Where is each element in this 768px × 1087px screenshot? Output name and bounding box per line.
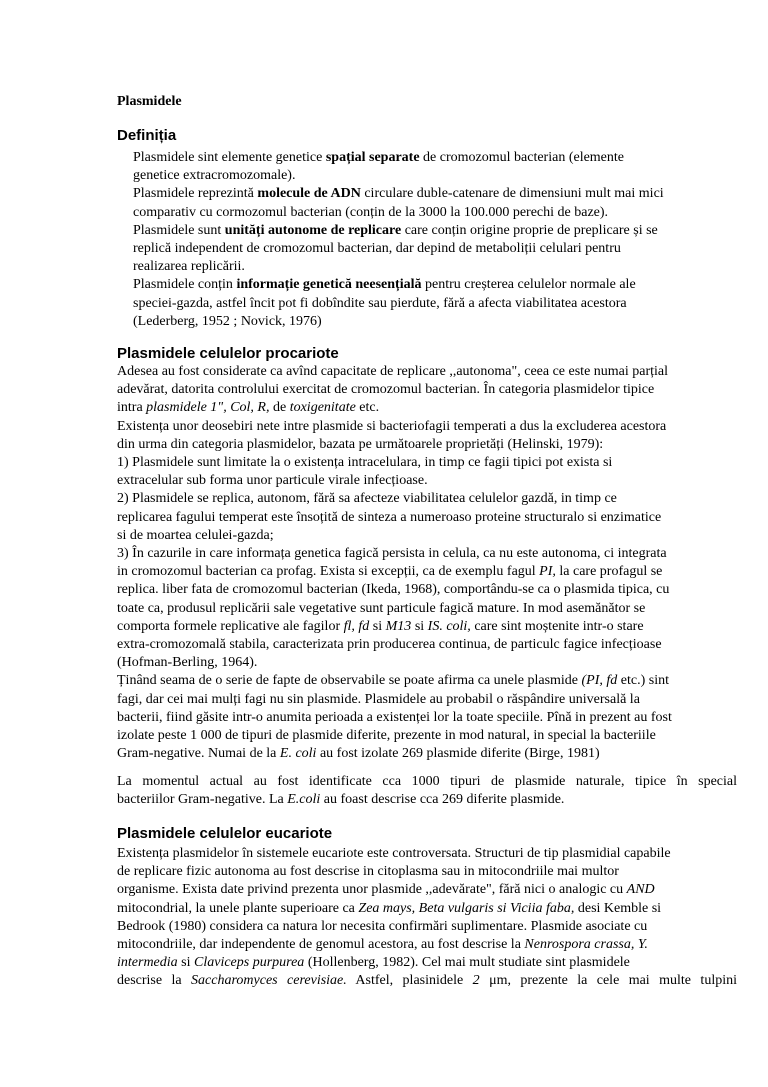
text-run: Ținând seama de o serie de fapte de observabile se poate afirma ca unele plasmide (117, 673, 582, 689)
text-line (117, 418, 737, 436)
text-run: realizarea replicării. (133, 259, 245, 275)
italic-text: M13 (385, 618, 412, 634)
italic-text: fl, fd (343, 618, 370, 634)
text-run: μm, prezente la cele mai multe tulpini (479, 973, 737, 989)
text-line (133, 276, 733, 294)
text-run: speciei-gazda, astfel încit pot fi dobîndite sau pierdute, fără a afecta viabilitatea acestora (133, 295, 627, 311)
text-line (117, 845, 737, 863)
text-run: circulare duble-catenare de dimensiuni mult mai mici (360, 186, 664, 202)
italic-text: Saccharomyces cerevisiae. (191, 973, 347, 989)
text-run: adevărat, datorita controlului exercitat de cromozomul bacterian. În categoria plasmidelor tipice (117, 382, 655, 398)
text-run: care sint moștenite intr-o stare (470, 618, 644, 634)
italic-text: AND (626, 882, 655, 898)
text-line (117, 509, 737, 527)
italic-text: plasmidele 1", Col, R, (146, 400, 270, 416)
text-line (117, 563, 737, 581)
italic-text: 2 (472, 973, 480, 989)
text-run: au foast descrise cca 269 diferite plasmide. (320, 792, 565, 808)
text-line (117, 454, 737, 472)
text-run: si (411, 618, 428, 634)
text-line (117, 490, 737, 508)
text-line (117, 545, 737, 563)
text-run: Bedrook (1980) considera ca natura lor necesita confirmări suplimentare. Plasmide asociate cu (117, 918, 648, 934)
text-run: de (269, 400, 290, 416)
text-run: (Hollenberg, 1982). Cel mai mult studiate sint plasmidele (304, 955, 630, 971)
text-line (117, 900, 737, 918)
text-line (133, 185, 733, 203)
text-run: (Lederberg, 1952 ; Novick, 1976) (133, 313, 322, 329)
text-line (117, 918, 737, 936)
text-run: bacteriilor Gram-negative. La (117, 792, 288, 808)
text-line (117, 745, 737, 763)
text-line (117, 636, 737, 654)
bold-text: molecule de ADN (257, 186, 361, 202)
text-line (117, 399, 737, 417)
text-run: 3) În cazurile in care informața genetica fagică persista in celula, ca nu este autonoma, ci integrata (117, 546, 667, 562)
text-line (117, 600, 737, 618)
text-run: replică independent de cromozomul bacterian, dar depind de metaboliții celulari pentru (133, 241, 621, 257)
text-run: extracelular sub forma unor particule virale infecțioase. (117, 473, 428, 489)
section-heading-eucariote: Plasmidele celulelor eucariote (117, 825, 333, 842)
text-run: Existența unor deosebiri nete intre plasmide si bacteriofagii temperati a dus la excluderea acestora (117, 418, 667, 434)
text-line (117, 381, 737, 399)
text-run: extra-cromozomală stabila, caracterizata prin producerea continua, de particulc fagice infecțioase (117, 637, 662, 653)
bold-text: unități autonome de replicare (224, 222, 402, 238)
text-line (133, 204, 733, 222)
text-line (133, 258, 733, 276)
text-line (117, 954, 737, 972)
text-run: comparativ cu cormozomul bacterian (conțin de la 3000 la 100.000 perechi de baze). (133, 204, 609, 220)
italic-text: E.coli (287, 792, 321, 808)
text-run: toate ca, produsul replicării sale vegetative sunt particule fagică mature. In mod asemănător se (117, 600, 646, 616)
italic-text: E. coli (279, 746, 317, 762)
text-line (117, 773, 737, 791)
text-run: replicarea fagului temperat este însoțită de sinteza a numeroaso proteine structuralo si enzimatice (117, 509, 662, 525)
text-run: desi Kemble si (574, 900, 662, 916)
text-run: etc. (355, 400, 380, 416)
text-line (133, 222, 733, 240)
text-run: mitocondrial, la unele plante superioare ca (117, 900, 359, 916)
text-line (117, 527, 737, 545)
text-run: si (369, 618, 386, 634)
text-run: la care profagul se (555, 564, 663, 580)
procariote-paragraph (117, 363, 737, 763)
text-run: Astfel, plasinidele (346, 973, 473, 989)
text-run: (Hofman-Berling, 1964). (117, 655, 258, 671)
section-heading-procariote: Plasmidele celulelor procariote (117, 345, 339, 362)
text-line (117, 709, 737, 727)
text-line (117, 581, 737, 599)
eucariote-paragraph (117, 845, 737, 991)
text-run: organisme. Exista date privind prezenta unor plasmide ,,adevărate", fără nici o analogic cu (117, 882, 627, 898)
text-run: pentru creșterea celulelor normale ale (421, 277, 636, 293)
procariote-summary-paragraph (117, 773, 737, 809)
italic-text: (PI, fd (581, 673, 618, 689)
text-run: replica. liber fata de cromozomul bacterian (Ikeda, 1968), comportându-se ca o plasmida tipica, cu (117, 582, 670, 598)
text-run: si (177, 955, 194, 971)
text-run: Plasmidele sint elemente genetice (133, 150, 326, 165)
text-run: Gram-negative. Numai de la (117, 746, 280, 762)
document-title: Plasmidele (117, 94, 182, 109)
text-line (117, 863, 737, 881)
text-run: etc.) sint (617, 673, 669, 689)
text-run: Plasmidele conțin (133, 277, 237, 293)
text-line (117, 363, 737, 381)
bold-text: informație genetică neesențială (236, 277, 422, 293)
text-run: Adesea au fost considerate ca avînd capacitate de replicare ,,autonoma", ceea ce este numai parțial (117, 364, 669, 379)
italic-text: PI, (539, 564, 556, 580)
text-run: care conțin origine proprie de preplicare și se (401, 222, 658, 238)
text-line (117, 791, 737, 809)
italic-text: intermedia (117, 955, 178, 971)
text-run: 1) Plasmidele sunt limitate la o existența intracelulara, in timp ce fagii tipici pot exista si (117, 455, 613, 471)
italic-text: Nenrospora crassa, Y. (524, 937, 648, 953)
text-line (117, 436, 737, 454)
text-line (117, 672, 737, 690)
text-run: fagi, dar cei mai mulți fagi nu sin plasmide. Plasmidele au probabil o răspândire universală la (117, 691, 640, 707)
text-run: Existența plasmidelor în sistemele eucariote este controversata. Structuri de tip plasmidial capabile (117, 846, 671, 861)
text-line (133, 240, 733, 258)
text-run: de cromozomul bacterian (elemente (419, 150, 625, 165)
definition-paragraph (133, 149, 733, 331)
text-run: din urma din categoria plasmidelor, bazata pe următoarele proprietăți (Helinski, 1979): (117, 436, 604, 452)
italic-text: IS. coli, (427, 618, 471, 634)
text-line (117, 936, 737, 954)
text-run: 2) Plasmidele se replica, autonom, fără sa afecteze viabilitatea celulelor gazdă, in timp ce (117, 491, 617, 507)
italic-text: Claviceps purpurea (194, 955, 305, 971)
text-run: bacterii, fiind găsite intr-o anumita perioada a existenței lor la toate speciile. Pînă in prezent au fost (117, 709, 672, 725)
text-line (133, 167, 733, 185)
section-heading-definition: Definiția (117, 127, 177, 144)
text-line (133, 313, 733, 331)
text-run: izolate peste 1 000 de tipuri de plasmide diferite, prezente in mod natural, in special la bacteriile (117, 728, 656, 744)
text-line (117, 727, 737, 745)
text-run: Plasmidele reprezintă (133, 186, 258, 202)
text-line (117, 881, 737, 899)
bold-text: spațial separate (325, 150, 420, 165)
text-run: de replicare fizic autonoma au fost descrise in citoplasma sau in mitocondriile mai multor (117, 864, 619, 880)
text-line (133, 295, 733, 313)
text-run: au fost izolate 269 plasmide diferite (Birge, 1981) (316, 746, 600, 762)
text-line (117, 618, 737, 636)
text-run: Plasmidele sunt (133, 222, 225, 238)
italic-text: toxigenitate (289, 400, 356, 416)
text-run: mitocondriile, dar independente de genomul acestora, au fost descrise la (117, 937, 525, 953)
text-run: in cromozomul bacterian ca profag. Exista si excepții, ca de exemplu fagul (117, 564, 540, 580)
text-line (117, 972, 737, 990)
text-run: genetice extracromozomale). (133, 168, 296, 184)
text-run: comporta formele replicative ale fagilor (117, 618, 344, 634)
text-run: descrise la (117, 973, 192, 989)
text-run: si de moartea celulei-gazda; (117, 527, 274, 543)
text-line (117, 472, 737, 490)
text-run: La momentul actual au fost identificate cca 1000 tipuri de plasmide naturale, tipice în special (117, 774, 737, 789)
text-run: intra (117, 400, 147, 416)
text-line (133, 149, 733, 167)
italic-text: Zea mays, Beta vulgaris si Viciia faba, (358, 900, 575, 916)
text-line (117, 654, 737, 672)
text-line (117, 691, 737, 709)
